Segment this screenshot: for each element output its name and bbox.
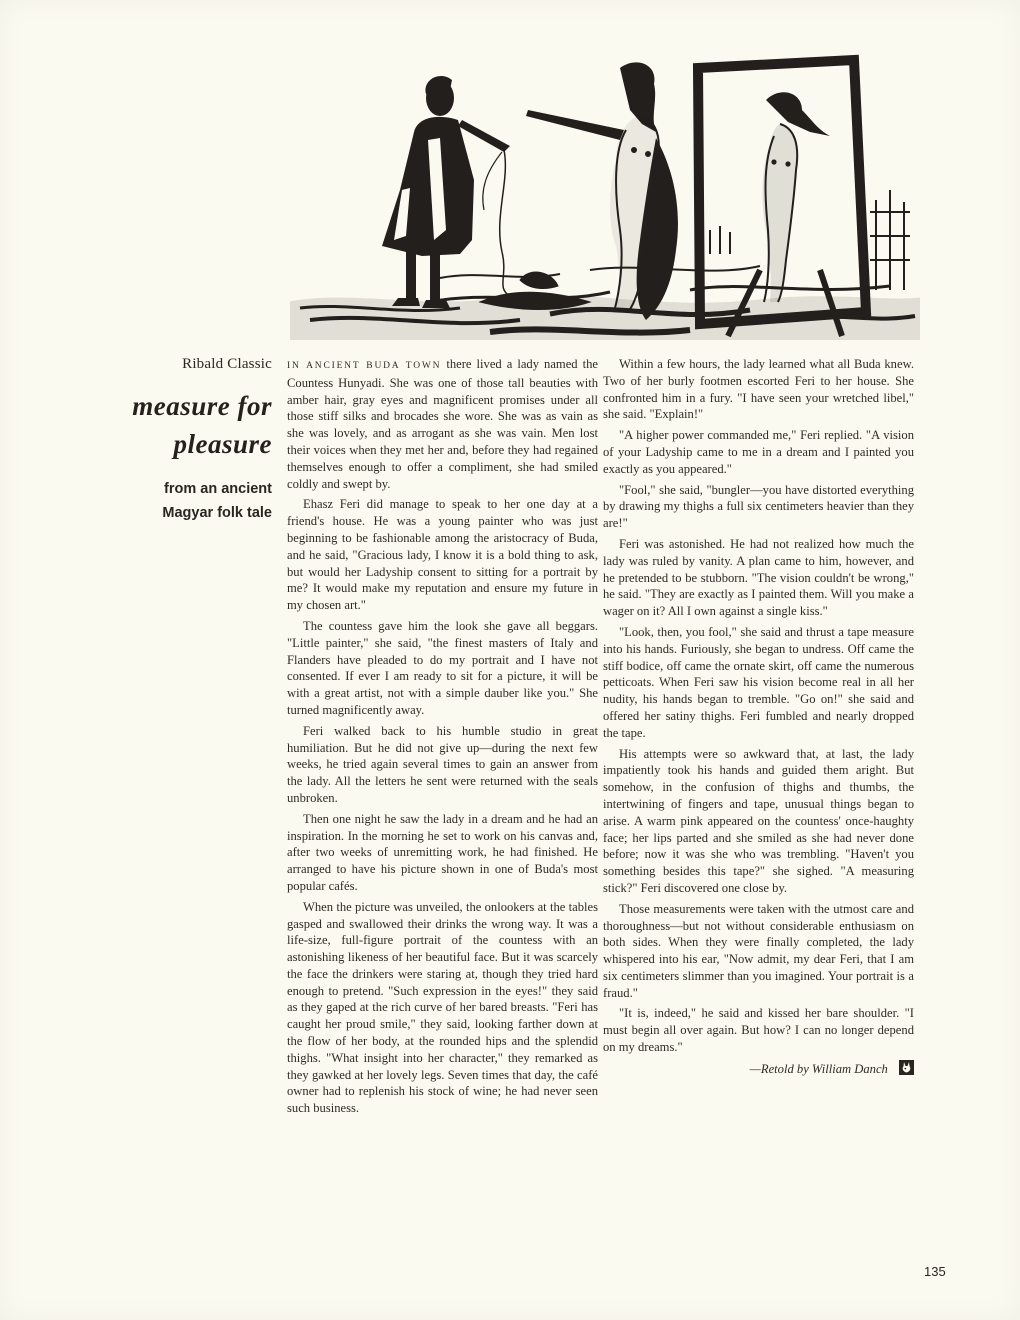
article-paragraph: "Fool," she said, "bungler—you have distorted everything by drawing my thighs a full six centimeters heavier than they are!" <box>603 482 914 531</box>
article-paragraph: Within a few hours, the lady learned what all Buda knew. Two of her burly footmen escorted Feri to her house. She confronted him in a fury. "I have seen your wretched libel," she said. "Explain!" <box>603 357 914 422</box>
subhead-line-2: Magyar folk tale <box>162 505 272 521</box>
subhead-line-1: from an ancient <box>164 481 272 497</box>
article-paragraph: Ehasz Feri did manage to speak to her one day at a friend's house. He was a young painter who was just beginning to be fashionable among the aristocracy of Buda, and he said, "Gracious lady, I know it is a bold thing to ask, but would her Ladyship consent to sitting for a portrait by me? It would make my reputation and ensure my future in my chosen art." <box>287 497 598 613</box>
story-illustration <box>290 40 920 340</box>
story-title-block <box>100 356 272 525</box>
byline <box>603 1060 914 1078</box>
article-paragraph: "It is, indeed," he said and kissed her bare shoulder. "I must begin all over again. But how? I can no longer depend on my dreams." <box>603 1006 914 1055</box>
article-paragraph: Then one night he saw the lady in a dream and he had an inspiration. In the morning he set to work on his canvas and, after two weeks of unremitting work, he had finished. He arranged to have his picture shown in one of Buda's most popular cafés. <box>287 811 598 893</box>
headline-line-1: measure for <box>132 391 272 421</box>
story-headline <box>100 387 272 463</box>
article-paragraph: Those measurements were taken with the utmost care and thoroughness—but not without considerable enthusiasm on both sides. When they were finally completed, the lady whispered into his ear, "Now admit, my dear Feri, that I am six centimeters slimmer than you imagined. Your portrait is a fraud." <box>603 901 914 1000</box>
section-label: Ribald Classic <box>182 356 272 372</box>
headline-line-2: pleasure <box>173 429 272 459</box>
article-paragraph: When the picture was unveiled, the onlookers at the tables gasped and swallowed their drinks the wrong way. It was a life-size, full-figure portrait of the countess with an astonishing likeness of her beautiful face. But it was scarcely the face the drinkers were staring at, though they tried hard enough to pretend. "Such expression in the eyes!" they said as they gaped at the rich curve of her bared breasts. "Feri has caught her proud smile," they said, looking farther down at the flow of her body, at the rounded hips and the splendid thighs. "What insight into her character," they remarked as they gawked at her lovely legs. Seven times that day, the café owner had to replenish his stock of wine; he had never seen such business. <box>287 899 598 1116</box>
page-number: 135 <box>924 1264 946 1279</box>
article-paragraph: Feri walked back to his humble studio in great humiliation. But he did not give up—during the next few weeks, he tried again several times to gain an answer from the lady. All the letters he sent were returned with the seals unbroken. <box>287 723 598 805</box>
article-paragraph: His attempts were so awkward that, at last, the lady impatiently took his hands and guided them aright. But somehow, in the confusion of thighs and thumbs, the intertwining of fingers and tape, unusual things began to arise. A warm pink appeared on the countess' once-haughty face; her lips parted and she smiled as she had never done before; now it was she who was trembling. "Haven't you something besides this tape?" she sighed. "A measuring stick?" Feri discovered one close by. <box>603 746 914 895</box>
article-paragraph: "A higher power commanded me," Feri replied. "A vision of your Ladyship came to me in a dream and I painted you exactly as you appeared." <box>603 428 914 476</box>
article-paragraph: "Look, then, you fool," she said and thrust a tape measure into his hands. Furiously, she began to undress. Off came the stiff bodice, off came the ornate skirt, off came the numerous petticoats. When Feri saw his vision become real in all her nudity, his hands began to tremble. "Go on!" she said and offered her satiny thighs. Feri fumbled and nearly dropped the tape. <box>603 624 914 740</box>
lead-in: IN ANCIENT BUDA TOWN <box>287 361 442 371</box>
article-paragraph: The countess gave him the look she gave all beggars. "Little painter," she said, "the finest masters of Italy and Flanders have pleaded to do my portrait and I have not consented. If ever I am ready to sit for a picture, it will be with a great artist, not with a simple dauber like you." She turned magnificently away. <box>287 618 598 717</box>
story-subhead <box>100 477 272 525</box>
article-paragraph <box>287 356 598 492</box>
article-column-left <box>287 356 598 1121</box>
bunny-end-mark-icon <box>899 1060 914 1075</box>
article-paragraph: Feri was astonished. He had not realized how much the lady was ruled by vanity. A plan came to him, however, and he pretended to be stubborn. "The vision couldn't be wrong," he said. "They are exactly as I painted them. Will you make a wager on it? All I own against a single kiss." <box>603 536 914 619</box>
paragraph-text: there lived a lady named the Countess Hunyadi. She was one of those tall beauties with amber hair, gray eyes and magnificent promises under all those stiff silks and brocades she wore. She was as vain as she was lovely, and as arrogant as she was vain. Men lost their voices when they met her and, before they had regained themselves enough to offer a compliment, she had smiled coldly and swept by. <box>287 357 599 491</box>
article-column-right <box>603 356 914 1078</box>
byline-text: —Retold by William Danch <box>749 1061 888 1076</box>
